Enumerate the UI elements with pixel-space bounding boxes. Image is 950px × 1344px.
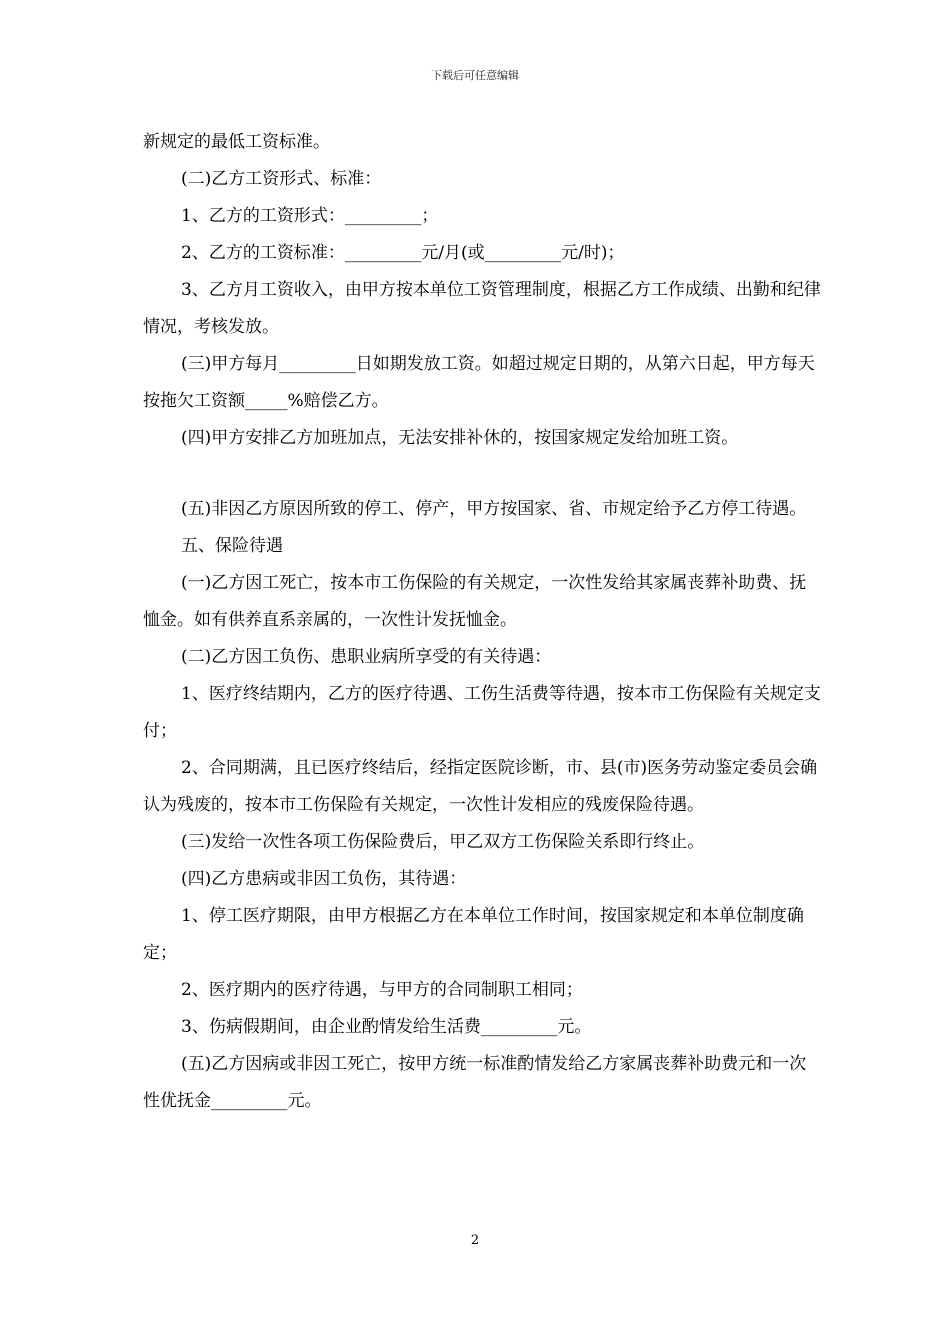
paragraph-wage-standard: 2、乙方的工资标准：_________元/月(或_________元/时)； (181, 243, 625, 263)
paragraph-work-stoppage: (五)非因乙方原因所致的停工、停产，甲方按国家、省、市规定给予乙方停工待遇。 (181, 499, 807, 519)
paragraph-living-allowance: 3、伤病假期间，由企业酌情发给生活费_________元。 (181, 1017, 592, 1037)
paragraph-monthly-income: 3、乙方月工资收入，由甲方按本单位工资管理制度，根据乙方工作成绩、出勤和纪律情况，考核发放。 (143, 280, 821, 337)
paragraph-insurance-termination: (三)发给一次性各项工伤保险费后，甲乙双方工伤保险关系即行终止。 (181, 832, 705, 852)
paragraph-overtime: (四)甲方安排乙方加班加点，无法安排补休的，按国家规定发给加班工资。 (181, 428, 739, 448)
paragraph-illness-heading: (四)乙方患病或非因工负伤，其待遇： (181, 869, 467, 889)
page-header-note: 下载后可任意编辑 (431, 69, 519, 82)
paragraph-work-injury-heading: (二)乙方因工负伤、患职业病所享受的有关待遇： (181, 647, 552, 667)
paragraph-gap (143, 457, 823, 491)
paragraph-disability: 2、合同期满，且已医疗终结后，经指定医院诊断，市、县(市)医务劳动鉴定委员会确认为残废的，按本市工伤保险有关规定，一次性计发相应的残废保险待遇。 (143, 758, 818, 815)
paragraph-wage-form: 1、乙方的工资形式：_________； (181, 206, 439, 226)
paragraph-pay-date: (三)甲方每月_________日如期发放工资。如超过规定日期的，从第六日起，甲方每天按拖欠工资额_____%赔偿乙方。 (143, 354, 815, 411)
paragraph-wage-form-heading: (二)乙方工资形式、标准： (181, 169, 382, 189)
section-heading-insurance: 五、保险待遇 (181, 536, 283, 556)
paragraph-min-wage: 新规定的最低工资标准。 (143, 132, 330, 152)
paragraph-non-work-death: (五)乙方因病或非因工死亡，按甲方统一标准酌情发给乙方家属丧葬补助费元和一次性优抚金_________元。 (143, 1054, 807, 1111)
paragraph-medical-period: 1、医疗终结期内，乙方的医疗待遇、工伤生活费等待遇，按本市工伤保险有关规定支付； (143, 684, 821, 741)
paragraph-sick-leave-period: 1、停工医疗期限，由甲方根据乙方在本单位工作时间，按国家规定和本单位制度确定； (143, 906, 804, 963)
paragraph-medical-treatment: 2、医疗期内的医疗待遇，与甲方的合同制职工相同； (181, 980, 583, 1000)
page-number: 2 (470, 1233, 480, 1248)
document-body (143, 124, 823, 1120)
paragraph-work-death: (一)乙方因工死亡，按本市工伤保险的有关规定，一次性发给其家属丧葬补助费、抚恤金。如有供养直系亲属的，一次性计发抚恤金。 (143, 573, 807, 630)
